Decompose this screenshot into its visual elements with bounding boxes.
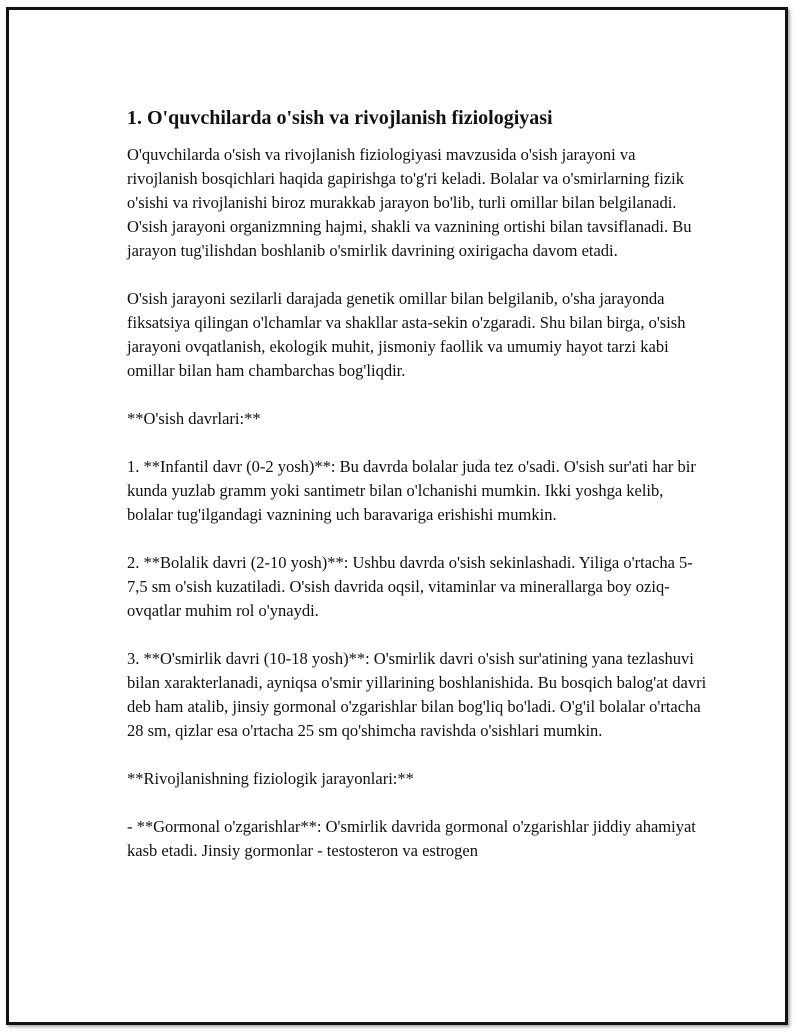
list-item-adolescence-period: 3. **O'smirlik davri (10-18 yosh)**: O'smirlik davri o'sish sur'atining yana tezlashuvi bilan xarakterlanadi, ayniqsa o'smir yillarining boshlanishida. Bu bosqich balog'at davri deb ham atalib, jinsiy gormonal o'zgarishlar bilan bog'liq bo'ladi. O'g'il bolalar o'rtacha 28 sm, qizlar esa o'rtacha 25 sm qo'shimcha ravishda o'sishlari mumkin. (127, 649, 707, 740)
paragraph-intro: O'quvchilarda o'sish va rivojlanish fiziologiyasi mavzusida o'sish jarayoni va rivojlanish bosqichlari haqida gapirishga to'g'ri keladi. Bolalar va o'smirlarning fizik o'sishi va rivojlanishi biroz murakkab jarayon bo'lib, turli omillar bilan belgilanadi. O'sish jarayoni organizmning hajmi, shakli va vaznining ortishi bilan tavsiflanadi. Bu jarayon tug'ilishdan boshlanib o'smirlik davrining oxirigacha davom etadi. (127, 145, 692, 260)
section-label-growth-periods: **O'sish davrlari:** (127, 409, 261, 428)
document-page (6, 7, 788, 1025)
document-heading: 1. O'quvchilarda o'sish va rivojlanish fiziologiyasi (127, 107, 553, 129)
list-item-hormonal-changes: - **Gormonal o'zgarishlar**: O'smirlik davrida gormonal o'zgarishlar jiddiy ahamiyat kasb etadi. Jinsiy gormonlar - testosteron va estrogen (127, 817, 696, 860)
paragraph-genetics: O'sish jarayoni sezilarli darajada genetik omillar bilan belgilanib, o'sha jarayonda fiksatsiya qilingan o'lchamlar va shakllar asta-sekin o'zgaradi. Shu bilan birga, o'sish jarayoni ovqatlanish, ekologik muhit, jismoniy faollik va umumiy hayot tarzi kabi omillar bilan ham chambarchas bog'liqdir. (127, 289, 686, 380)
section-label-physiological-processes: **Rivojlanishning fiziologik jarayonlari:** (127, 769, 414, 788)
list-item-infant-period: 1. **Infantil davr (0-2 yosh)**: Bu davrda bolalar juda tez o'sadi. O'sish sur'ati har bir kunda yuzlab gramm yoki santimetr bilan o'lchanishi mumkin. Ikki yoshga kelib, bolalar tug'ilgandagi vaznining uch baravariga erishishi mumkin. (127, 457, 696, 524)
document-body (127, 105, 707, 863)
list-item-childhood-period: 2. **Bolalik davri (2-10 yosh)**: Ushbu davrda o'sish sekinlashadi. Yiliga o'rtacha 5-7,5 sm o'sish kuzatiladi. O'sish davrida oqsil, vitaminlar va minerallarga boy oziq-ovqatlar muhim rol o'ynaydi. (127, 553, 693, 620)
